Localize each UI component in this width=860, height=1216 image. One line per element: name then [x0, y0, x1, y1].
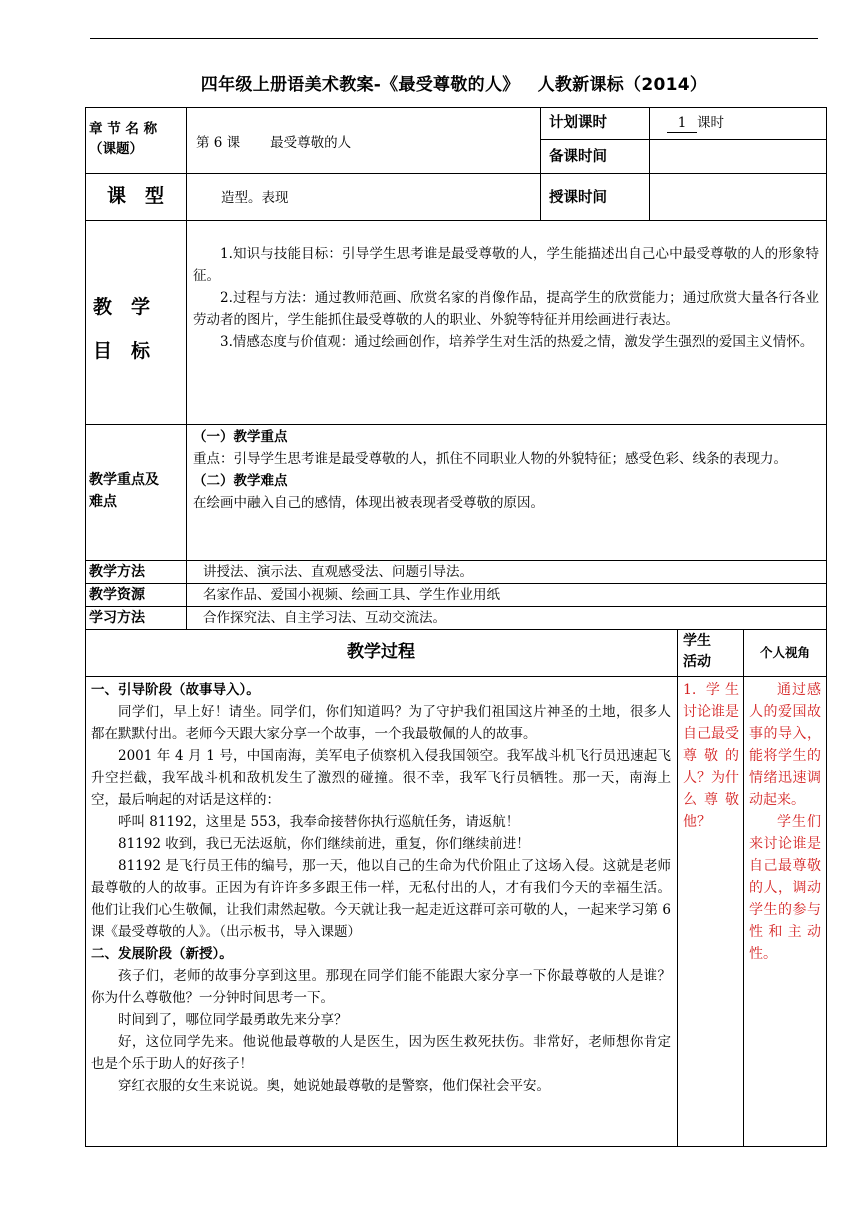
process-paragraph: 81192 是飞行员王伟的编号，那一天，他以自己的生命为代价阻止了这场入侵。这就是老师最尊敬的人的故事。正因为有许许多多跟王伟一样，无私付出的人，才有我们今天的幸福生活。他们让我们心生敬佩，让我们肃然起敬。今天就让我一起走近这群可亲可敬的人，一起来学习第 6 课《最受尊敬的人》。（出示板书，导入课题） — [91, 858, 671, 940]
teaching-method-value: 讲授法、演示法、直观感受法、问题引导法。 — [203, 564, 473, 580]
prep-time-label: 备课时间 — [549, 149, 607, 165]
key-points-content — [193, 426, 819, 514]
lesson-name — [196, 132, 536, 154]
difficult-points-heading: （二）教学难点 — [193, 473, 288, 489]
personal-view-paragraph: 学生们来讨论谁是自己最尊敬的人，调动学生的参与性和主动性。 — [749, 814, 821, 962]
teaching-resource-label: 教学资源 — [89, 587, 145, 603]
key-points-label: 教学重点及 难点 — [89, 472, 159, 510]
process-paragraph: 同学们，早上好！请坐。同学们，你们知道吗？为了守护我们祖国这片神圣的土地，很多人都在默默付出。老师今天跟大家分享一个故事，一个我最敬佩的人的故事。 — [91, 704, 671, 742]
document-title-suffix: 人教新课标（2014） — [537, 75, 708, 95]
process-paragraph: 时间到了，哪位同学最勇敢先来分享？ — [118, 1012, 348, 1028]
process-paragraph: 孩子们，老师的故事分享到这里。那现在同学们能不能跟大家分享一下你最尊敬的人是谁？你为什么尊敬他？一分钟时间思考一下。 — [91, 968, 671, 1006]
student-activity-header: 学生 活动 — [683, 633, 711, 670]
type-value: 造型。表现 — [221, 190, 289, 206]
type-label: 课 型 — [107, 185, 165, 207]
objectives-list — [193, 243, 819, 353]
document-title-main: 四年级上册语美术教案-《最受尊敬的人》 — [200, 75, 520, 95]
process-header: 教学过程 — [347, 642, 415, 662]
process-paragraph: 穿红衣服的女生来说说。奥，她说她最尊敬的是警察，他们保社会平安。 — [118, 1078, 550, 1094]
section-heading: 二、发展阶段（新授）。 — [91, 946, 233, 962]
teach-time-label: 授课时间 — [549, 190, 607, 206]
process-paragraph: 2001 年 4 月 1 号，中国南海，美军电子侦察机入侵我国领空。我军战斗机飞行员迅速起飞升空拦截，我军战斗机和敌机发生了激烈的碰撞。很不幸，我军飞行员牺牲。那一天，南海上空，最后响起的对话是这样的： — [91, 748, 671, 808]
process-paragraph: 呼叫 81192，这里是 553，我奉命接替你执行巡航任务，请返航！ — [118, 814, 520, 830]
planned-hours-label: 计划课时 — [549, 115, 607, 131]
header-rule — [90, 38, 818, 39]
teaching-method-label: 教学方法 — [89, 564, 145, 580]
personal-view-paragraph: 通过感人的爱国故事的导入，能将学生的情绪迅速调动起来。 — [749, 682, 821, 808]
lesson-number: 第 6 课 — [196, 135, 241, 151]
objective-item: 1.知识与技能目标：引导学生思考谁是最受尊敬的人，学生能描述出自己心中最受尊敬的人的形象特征。 — [193, 246, 819, 284]
document-title — [90, 70, 818, 95]
objective-item: 3.情感态度与价值观：通过绘画创作，培养学生对生活的热爱之情，激发学生强烈的爱国主义情怀。 — [220, 334, 814, 350]
process-content — [91, 679, 671, 1097]
objectives-label: 教 学 目 标 — [93, 296, 151, 362]
chapter-label: 章 节 名 称 （课题） — [89, 121, 158, 157]
learning-method-label: 学习方法 — [89, 610, 145, 626]
process-paragraph: 81192 收到，我已无法返航，你们继续前进，重复，你们继续前进！ — [118, 836, 530, 852]
personal-view-text — [749, 679, 821, 965]
objective-item: 2.过程与方法：通过教师范画、欣赏名家的肖像作品，提高学生的欣赏能力；通过欣赏大量各行各业劳动者的图片，学生能抓住最受尊敬的人的职业、外貌等特征并用绘画进行表达。 — [193, 290, 819, 328]
learning-method-value: 合作探究法、自主学习法、互动交流法。 — [203, 610, 446, 626]
process-paragraph: 好，这位同学先来。他说他最尊敬的人是医生，因为医生救死扶伤。非常好，老师想你肯定也是个乐于助人的好孩子！ — [91, 1034, 671, 1072]
planned-hours-value: 1 课时 — [667, 112, 817, 134]
lesson-title: 最受尊敬的人 — [270, 135, 352, 151]
student-activity-text: 1. 学生讨论谁是自己最受尊敬的人？为什么尊敬他？ — [683, 682, 739, 830]
difficult-points-text: 在绘画中融入自己的感情，体现出被表现者受尊敬的原因。 — [193, 495, 544, 511]
teaching-resource-value: 名家作品、爱国小视频、绘画工具、学生作业用纸 — [203, 587, 500, 603]
lesson-plan-table — [85, 107, 827, 1147]
key-points-text: 重点：引导学生思考谁是最受尊敬的人，抓住不同职业人物的外貌特征；感受色彩、线条的表现力。 — [193, 451, 787, 467]
key-points-heading: （一）教学重点 — [193, 429, 288, 445]
section-heading: 一、引导阶段（故事导入）。 — [91, 682, 260, 698]
personal-view-header: 个人视角 — [759, 645, 810, 660]
